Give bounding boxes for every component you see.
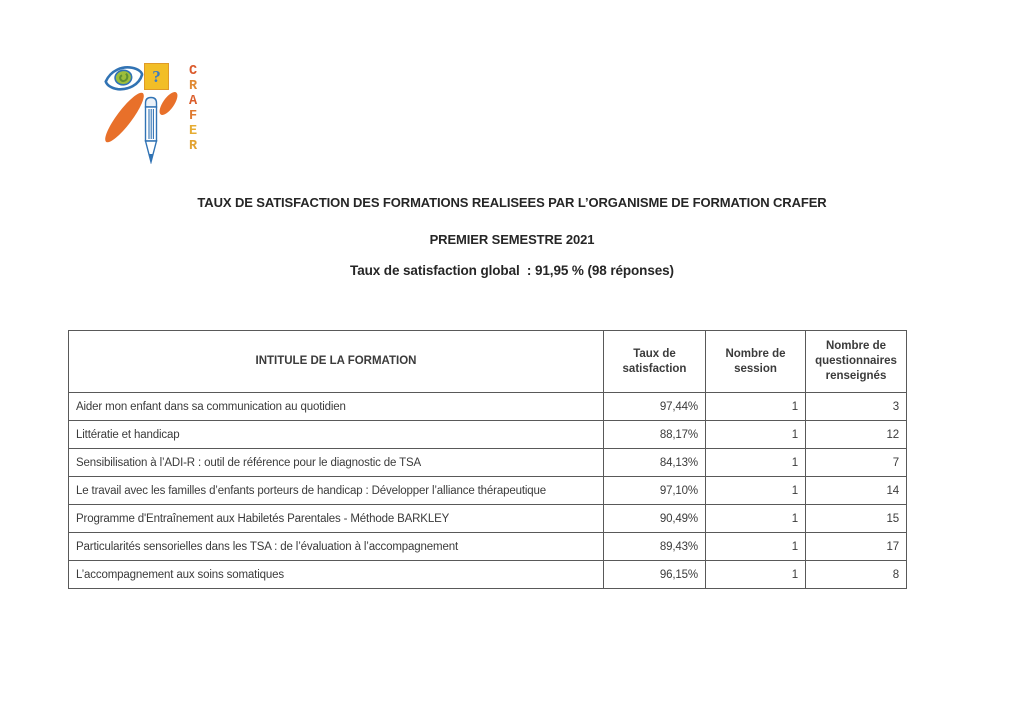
cell-taux: 88,17% (604, 421, 706, 449)
col-header-sessions: Nombre de session (706, 331, 806, 393)
logo-letter: C (188, 64, 198, 79)
table-row (69, 449, 907, 477)
cell-intitule: Littératie et handicap (69, 421, 604, 449)
cell-questionnaires: 14 (806, 477, 907, 505)
question-mark-icon (144, 63, 169, 90)
cell-taux: 96,15% (604, 561, 706, 589)
table-row (69, 421, 907, 449)
semester-subtitle: PREMIER SEMESTRE 2021 (429, 232, 595, 247)
satisfaction-table (68, 330, 907, 589)
col-header-taux: Taux de satisfaction (604, 331, 706, 393)
col-header-questionnaires: Nombre de questionnaires renseignés (806, 331, 907, 393)
cell-taux: 97,10% (604, 477, 706, 505)
pencil-icon (141, 94, 161, 164)
logo-letter: R (188, 139, 198, 154)
cell-sessions: 1 (706, 533, 806, 561)
table-row (69, 505, 907, 533)
main-title: TAUX DE SATISFACTION DES FORMATIONS REALISEES PAR L’ORGANISME DE FORMATION CRAFER (197, 195, 827, 210)
logo-letter: F (188, 109, 198, 124)
table-row (69, 477, 907, 505)
crafer-logo (0, 0, 230, 190)
table-header-row (69, 331, 907, 393)
cell-intitule: Programme d'Entraînement aux Habiletés Parentales - Méthode BARKLEY (69, 505, 604, 533)
cell-questionnaires: 3 (806, 393, 907, 421)
eye-icon (102, 62, 145, 94)
logo-letter: R (188, 79, 198, 94)
cell-sessions: 1 (706, 449, 806, 477)
global-satisfaction-line: Taux de satisfaction global : 91,95 % (98 réponses) (350, 263, 674, 278)
cell-questionnaires: 7 (806, 449, 907, 477)
cell-taux: 89,43% (604, 533, 706, 561)
cell-sessions: 1 (706, 421, 806, 449)
cell-intitule: Le travail avec les familles d’enfants porteurs de handicap : Développer l’alliance thérapeutique (69, 477, 604, 505)
table-row (69, 393, 907, 421)
col-header-intitule: INTITULE DE LA FORMATION (69, 331, 604, 393)
logo-letter: E (188, 124, 198, 139)
cell-sessions: 1 (706, 477, 806, 505)
cell-intitule: L’accompagnement aux soins somatiques (69, 561, 604, 589)
question-mark-glyph: ? (152, 67, 161, 86)
satisfaction-table-container (68, 330, 907, 589)
cell-sessions: 1 (706, 505, 806, 533)
cell-taux: 84,13% (604, 449, 706, 477)
logo-letter: A (188, 94, 198, 109)
cell-questionnaires: 17 (806, 533, 907, 561)
cell-questionnaires: 12 (806, 421, 907, 449)
cell-sessions: 1 (706, 393, 806, 421)
table-row (69, 561, 907, 589)
table-row (69, 533, 907, 561)
cell-questionnaires: 8 (806, 561, 907, 589)
cell-taux: 97,44% (604, 393, 706, 421)
cell-questionnaires: 15 (806, 505, 907, 533)
cell-intitule: Sensibilisation à l’ADI-R : outil de référence pour le diagnostic de TSA (69, 449, 604, 477)
cell-sessions: 1 (706, 561, 806, 589)
cell-intitule: Particularités sensorielles dans les TSA : de l’évaluation à l’accompagnement (69, 533, 604, 561)
cell-taux: 90,49% (604, 505, 706, 533)
cell-intitule: Aider mon enfant dans sa communication au quotidien (69, 393, 604, 421)
logo-wordmark (185, 64, 201, 154)
